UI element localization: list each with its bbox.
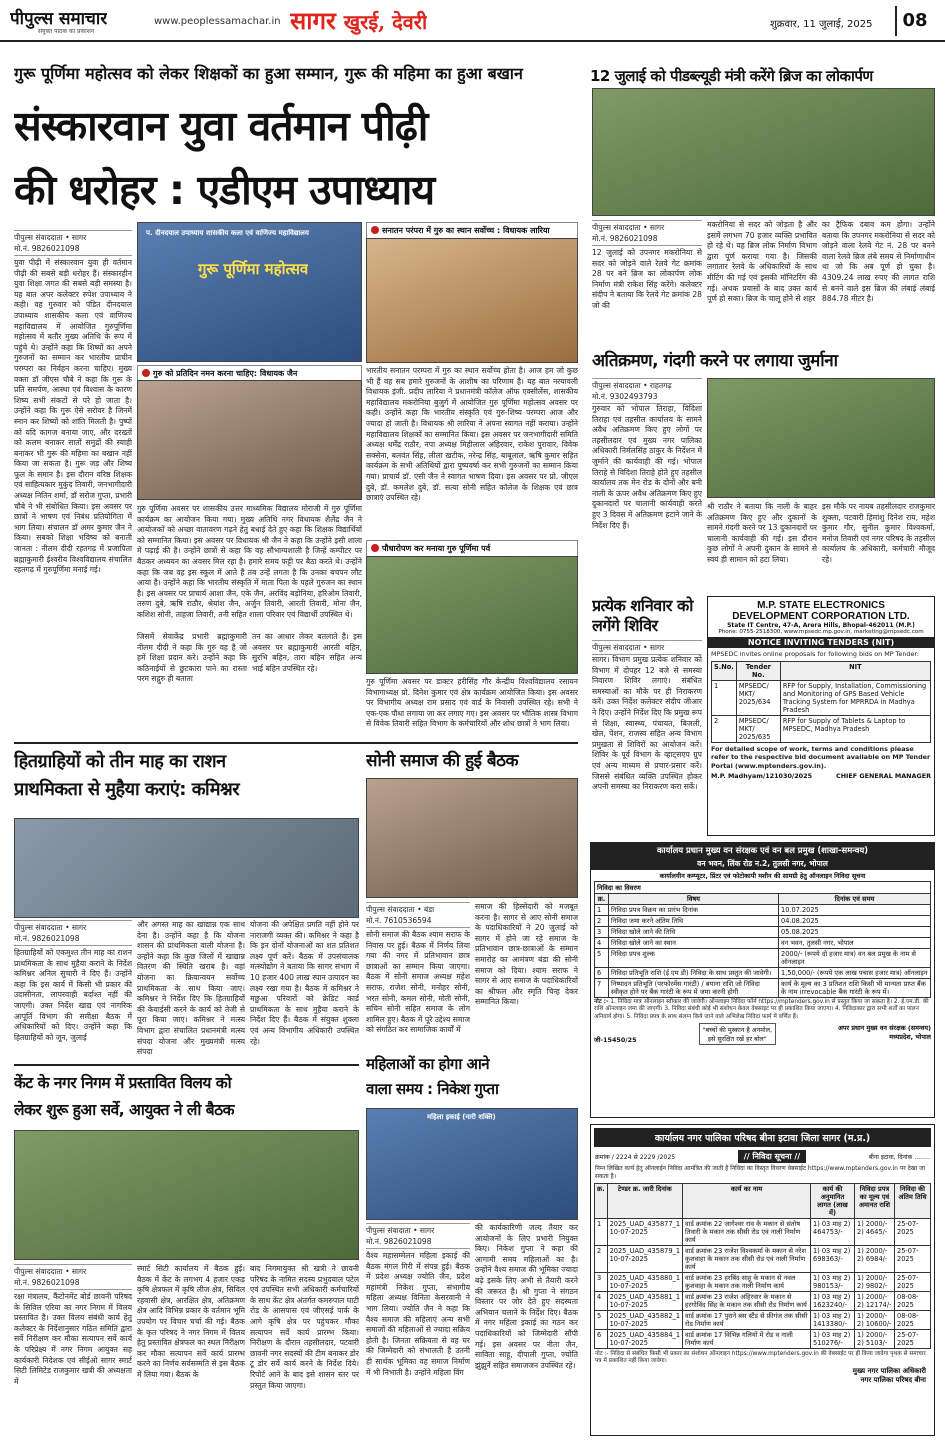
table-row: 3 2025_UAD_435880_1 10-07-2025 वार्ड क्रमांक 23 हरबिंद साहू के मकान से नवल कुशवाहा के मकान तक नाली निर्माण कार्य 1) 03 माह 2) 980153/- 1) 2000/- 2) 9802/- 25-07-2025 xyxy=(595,1272,931,1291)
mpsedc-footer: For detailed scope of work, terms and conditions please refer to the respective bid document available on MP Tender Portal (www.mptenders.gov.in). xyxy=(711,744,931,770)
bina-intro: निम्न लिखित कार्य हेतु ऑनलाईन निविदा आमंत्रित की जाती है निविदा का विस्तृत विवरण वेबसाईट https://www.mptenders.gov.in पर देखा जा सकता है। xyxy=(595,1165,926,1180)
table-row: 6 2025_UAD_435884_1 10-07-2025 वार्ड क्रमांक 17 विभिन्न गलियों में रोड व नाली निर्माण कार्य 1) 03 माह 2) 510276/- 1) 2000/- 2) 5103/- 25-07-2025 xyxy=(595,1329,931,1348)
mahila-photo-banner: महिला इकाई (नारी शक्ति) xyxy=(427,1113,496,1121)
forest-signoff xyxy=(591,1022,934,1046)
shivir-body: सागर। विभाग प्रमुख प्रत्येक शनिवार को विभाग में दोपहर 12 बजे से समस्या निवारण शिविर लगाएं। संबंधित समस्याओं का मौके पर ही निराकरण करें। उक्त निर्देश कलेक्टर संदीप जीआर ने दिए। उन्होंने निर्देश दिए कि प्रमुख रूप से शिक्षा, स्वास्थ्य, पंचायत, बिजली, खेल, पेंशन, राजस्व सहित अन्य विभाग प्रमुखता से शिविरों का आयोजन करें। शिविर के पूर्व विभाग के व्हाट्सएप ग्रुप एवं अन्य माध्यम से प्रचार-प्रसार करें। जिससे संबंधित व्यक्ति उपस्थित होकर अपनी समस्या का निराकरण करा सकें। xyxy=(592,655,702,792)
cantt-byline: पीपुल्स संवाददाता • सागर मो.नं. 9826021098 xyxy=(14,1264,132,1290)
plantation-caption: पौधारोपण कर मनाया गुरु पूर्णिमा पर्व xyxy=(366,540,578,557)
encroach-body-col3: इस मौके पर नायब तहसीलदार राजकुमार शुक्ला, पटवारी हिमांशु दिनेश राय, महेश कुमार गौर, सुनील कुमार विश्वकर्मा, मनोज तिवारी एवं नगर परिषद के तहसील कार्यालय के अधिकारी, कर्मचारी मौजूद रहे। xyxy=(822,502,935,564)
table-row: 5 निविदा प्रपत्र शुल्क 2000/- (रूपये दो हजार मात्र) वन बल प्रमुख के नाम से ऑनलाइन xyxy=(595,949,931,968)
soni-meeting-photo xyxy=(366,778,578,898)
lead-body-col2c: तन का आधार लेकर बतलाते है। इस अवसर पर ब्रह्माकुमारी आरती बहिन, सुरभि बहिन, तारा बहिन सहित अन्य भाई बहिन उपस्थित रहे। xyxy=(252,632,362,673)
lead-caption-vidhayak-jain: गुरु को प्रतिदिन नमन करना चाहिए: विधायक जैन xyxy=(137,365,362,382)
mahila-byline: पीपुल्स संवादाता • सागर मो.नं. 9826021098 xyxy=(366,1223,470,1249)
lead-photo-ceremony xyxy=(137,380,362,500)
forest-signatory: अपर प्रधान मुख्य वन संरक्षक (समन्वय) मध्यप्रदेश, भोपाल xyxy=(838,1024,931,1042)
vidhayak-lariya-photo xyxy=(366,238,578,363)
mpsedc-contact: Phone: 0755-2518300, www.mpsedc.mp.gov.in, marketing@mpsedc.com xyxy=(718,629,924,635)
ration-body-col3: योजना की अपेक्षित प्रगति नहीं होने पर नाराजगी व्यक्त की। कमिश्नर ने कहा है कि इन दोनों योजनाओं का शत प्रतिशत लक्ष्य पूर्ण करें। बैठक में उपसंचालक मत्स्योद्योग ने बताया कि सागर संभाग में 10 हजार 400 लाख स्पान उत्पादन का लक्ष्य रखा गया है। बैठक में कमिश्नर ने मछुआ परिवारों को क्रेडिट कार्ड प्राथमिकता के साथ मुहैया कराने के निर्देश दिए हैं। बैठक में संयुक्त शुक्ला एवं अन्य विभागीय अधिकारी उपस्थित रहे। xyxy=(250,920,359,1046)
mpsedc-nit-bar: NOTICE INVITING TENDERS (NIT) xyxy=(708,637,934,648)
vidhayak-lariya-body: भारतीय सनातन परम्परा में गुरु का स्थान सर्वोच्च होता है। आज हम जो कुछ भी हैं वह सब हमारे गुरुजनों के आशीष का परिणाम है। यह बात नरयावली विधायक इंजी. प्रदीप लारिया ने प्रधानमंत्री कॉलेज ऑफ एक्सीलेंस, शासकीय महाविद्यालय मकरोनिया बुजुर्ग में आयोजित गुरु पूर्णिमा महोत्सव अवसर पर कही। उन्होंने कहा कि भारतीय संस्कृति एवं गुरु-शिष्य परम्परा आज और ज्यादा हो जाती है। विधायक श्री लारिया ने अपना स्वागत नहीं कराया। उन्होंने महाविद्यालय शिक्षकों का सम्मानित किया। इस अवसर पर जनभागीदारी समिति अध्यक्ष धर्मेंद्र राठौर, नपा अध्यक्ष मिहीलाल अहिरवार, राकेश पुरावार, विवेक सक्सेना, बलवंत सिंह, लीला खटीक, नरेन्द्र सिंह, बाबूलाल, ऋषि कुमार सहित कार्यक्रम के सभी अतिथियों द्वारा पुष्पवर्षा कर सभी गुरुजनों का सम्मान किया गया। प्राचार्य डॉ. एसी जैन ने स्वागत भाषण दिया। इस अवसर पर प्रो. जीएल दुबे, डॉ. कमलेश दुबे, डॉ. सत्या सोनी सहित कॉलेज के शिक्षक एवं छात्र छात्राएं उपस्थित रहे। xyxy=(366,366,578,503)
encroach-byline: पीपुल्स संवाददाता • राहतगढ़ मो.नं. 9302493793 xyxy=(592,378,702,404)
ration-headline-line1: हितग्राहियों को तीन माह का राशन xyxy=(14,751,226,772)
table-row: 1 2025_UAD_435877_1 10-07-2025 वार्ड क्रमांक 22 जागेश्वर राव के मकान से संतोष तिवारी के मकान तक सीसी रोड एवं नाली निर्माण कार्य 1) 03 माह 2) 464753/- 1) 2000/- 2) 4645/- 25-07-2025 xyxy=(595,1218,931,1245)
photo-banner-text: प. दीनदयाल उपाध्याय शासकीय कला एवं वाणिज्य महाविद्यालय xyxy=(146,229,309,237)
table-row: 4 2025_UAD_435881_1 10-07-2025 वार्ड क्रमांक 23 राजेश अहिरवार के मकान से हरगोविंद सिंह के मकान तक सीसी रोड निर्माण कार्य 1) 03 माह 2) 1623240/- 1) 2000/- 2) 12174/- 08-08-2025 xyxy=(595,1291,931,1310)
forest-tender-ad xyxy=(590,842,935,1118)
bridge-body-col3: का ट्रैफिक दबाव कम होगा। उन्होंने बताया कि उपनगर मकरोनिया से सदर को जोड़ने वाला रेलवे गेट नं. 28 पर बनने वाला रेलवे ब्रिज लंबे समय से निर्माणाधीन था जो कि अब पूर्ण हो चुका है। 4309.24 लाख रुपए की लागत राशि से बनने वाले इस ब्रिज की लंबाई लंबाई 884.78 मीटर है। xyxy=(822,220,935,304)
forest-table-title: निविदा का विवरण xyxy=(594,881,931,893)
table-row: 2 निविदा जमा करने अंतिम तिथि 04.08.2025 xyxy=(595,916,931,927)
soni-headline: सोनी समाज की हुई बैठक xyxy=(366,751,519,771)
website-url: www.peoplessamachar.in xyxy=(154,16,281,27)
mpsedc-table-header: S.No. Tender No. NIT xyxy=(712,661,931,680)
bullet-icon xyxy=(371,544,379,552)
forest-title1: कार्यालय प्रधान मुख्य वन संरक्षक एवं वन बल प्रमुख (शाखा-समन्वय) xyxy=(591,843,934,858)
mahila-meeting-photo xyxy=(366,1108,578,1220)
shivir-headline: प्रत्येक शनिवार को लगेंगे शिविर xyxy=(592,596,693,635)
lead-photo-stage xyxy=(137,222,362,362)
mpsedc-title1: M.P. STATE ELECTRONICS xyxy=(757,600,885,611)
logo-tagline: संयुक्त पाठक का प्रकाशन xyxy=(38,28,95,35)
forest-table-header: क्र. विषय दिनांक एवं समय xyxy=(595,894,931,905)
soni-body-col2: समाज की हिस्सेदारी को मजबूत करना है। सागर से आए सोनी समाज के पदाधिकारियों ने 20 जुलाई को सागर में होने जा रहे समाज के प्रतिभावान छात्र-छात्राओं के सम्मान समारोह का आमंत्रण बंडा की सोनी समाज को दिया। श्याम सराफ ने सागर से आए समाज के पदाधिकारियों का श्रीफल और स्मृति चिन्ह देकर सम्मानित किया। xyxy=(475,902,578,1007)
shivir-byline: पीपुल्स संवाददाता • सागर xyxy=(592,640,702,655)
section-title: सागर खुरई, देवरी xyxy=(290,6,428,35)
bridge-byline: पीपुल्स संवाददाता • सागर मो.नं. 9826021098 xyxy=(592,220,702,246)
cantt-body-col3: बाद निगमायुक्त श्री खत्री ने छावनी परिषद के नामित सदस्य प्रभुदयाल पटेल एवं उपस्थित सभी अधिकारी कर्मचारियों के साथ केंट क्षेत्र अंतर्गत कमरुपाल घाटी रोड के आसपास एवं जीएसई पार्क के आगे कृषि क्षेत्र पर पहुंचकर मौका सत्यापन सर्वे कार्य प्रारम्भ किया। निरीक्षण के दौरान तहसीलदार, पटवारी छावनी नगर सदस्यों की टीम बनाकर डोर टू डोर सर्वे कार्य करने के निर्देश दिये। रिपोर्ट आने के बाद इसे शासन स्तर पर प्रस्तुत किया जाएगा। xyxy=(250,1264,359,1390)
bina-title: कार्यालय नगर पालिका परिषद बीना इटावा जिला सागर (म.प्र.) xyxy=(594,1128,931,1147)
divider xyxy=(14,742,578,744)
photo-banner-title: गुरू पूर्णिमा महोत्सव xyxy=(198,260,309,278)
mpsedc-title2: DEVELOPMENT CORPORATION LTD. xyxy=(732,611,910,622)
table-row: 7 निष्पादन प्रतिभूति (परफोरमेंस गारंटी) / बयाना राशि जो निविदा स्वीकृत होने पर बैंक गारंटी के रूप में जमा करनी होगी कार्य के मूल्य का 3 प्रतिशत राशि किसी भी मान्यता प्राप्त बैंक के नाम irrevocable बैंक गारंटी के रूप में। xyxy=(595,979,931,998)
newspaper-logo: पीपुल्स समाचार संयुक्त पाठक का प्रकाशन xyxy=(10,9,108,35)
section-subtitle: खुरई, देवरी xyxy=(343,10,428,34)
bina-nit-bar: // निविदा सूचना // xyxy=(738,1150,806,1163)
table-row: 5 2025_UAD_435882_1 10-07-2025 वार्ड क्रमांक 17 पुराने बस स्टैंड से फ्रीगंज तक सीसी रोड निर्माण कार्य 1) 03 माह 2) 1413380/- 1) 2000/- 2) 10600/- 08-08-2025 xyxy=(595,1310,931,1329)
table-row: 2 MPSEDC/ MKT/ 2025/635 RFP for Supply of Tablets & Laptop to MPSEDC, Madhya Pradesh xyxy=(712,715,931,742)
mahila-headline-line1: महिलाओं का होगा आने xyxy=(366,1055,490,1073)
forest-notes: नोट :- 1. निविदा मात्र ऑनलाइन स्वीकार की जावेगी। ऑनलाइन निविदा फॉर्म https://mptenders.gov.in से प्रस्तुत किया जा सकता है। 2. ई.एम.डी. की राशि ऑनलाइन जमा की जाएगी। 3. निविदा संबंधी कोई भी संशोधन केवल वेबसाइट पर ही प्रकाशित किया जाएगा। 4. निविदाकार द्वारा सभी शर्तों का पालन अनिवार्य होगा। 5. निविदा प्रपत्र के साथ संलग्न किये जाने वाले अभिलेख निविदा फार्म में वर्णित हैं। xyxy=(594,999,929,1020)
encroach-body-col2: श्री राठौर ने बताया कि नाली के बाहर अतिक्रमण किए हुए और दुकानों के सामने गंदगी करने पर 13 दुकानदारों पर चालानी कार्यवाही की गई। इस दौरान कुछ लोगों ने अपनी दुकान के सामने से स्वयं ही सामान को हटा लिया। xyxy=(707,502,817,564)
table-row: 3 निविदा खोले जाने की तिथि 05.08.2025 xyxy=(595,927,931,938)
cantt-headline-line2: लेकर शुरू हुआ सर्वे, आयुक्त ने ली बैठक xyxy=(14,1101,235,1119)
bridge-headline: 12 जुलाई को पीडब्ल्यूडी मंत्री करेंगे ब्रिज का लोकार्पण xyxy=(590,67,873,85)
mpsedc-tender-ad xyxy=(707,596,935,836)
issue-date: शुक्रवार, 11 जुलाई, 2025 xyxy=(770,19,873,30)
lead-body-col2b: जिसमें सेवाकेंद्र प्रभारी ब्रह्माकुमारी नीलम दीदी ने कहा कि गुरु वह है जो हमें शिक्षा प्रदान करे। उन्होंने कहा कि कठिनाईयों से छुटकारा पाने का रास्ता परम सद्गुरु ही बताता xyxy=(137,632,247,684)
bullet-icon xyxy=(142,369,150,377)
mahila-headline-line2: वाला समय : निकेश गुप्ता xyxy=(366,1080,499,1098)
ration-meeting-photo xyxy=(14,818,359,918)
table-row: 6 निविदा प्रतिभूति राशि (ई एम डी) निविदा के साथ प्रस्तुत की जावेगी। 1,50,000/- (रूपये एक लाख पचास हजार मात्र) ऑनलाइन xyxy=(595,968,931,979)
lead-headline-line1: संस्कारवान युवा वर्तमान पीढ़ी xyxy=(14,102,428,150)
plantation-body: गुरु पूर्णिमा अवसर पर डाक्टर हरीसिंह गौर केन्द्रीय विश्वविद्यालय रसायन विभागाध्यक्ष प्रो. दिनेश कुमार एवं क्षेत्र कार्यक्रम आयोजित किया। इस अवसर पर विभागीय अध्यक्ष राम प्रसाद एवं वार्ड के निवासी उपस्थित रहे। सभी ने एक-एक पौधा लगाया जा कर लगाए गए। इस अवसर पर भौतिक शास्त्र विभाग से विवेक तिवारी सहित विभाग के कर्मचारियों और शोध छात्रों ने भाग लिया। xyxy=(366,677,578,729)
bina-signatory: मुख्य नगर पालिका अधिकारी नगर पालिका परिषद बीना xyxy=(852,1367,926,1385)
mpsedc-intro: MPSEDC invites online proposals for following bids on MP Tender: xyxy=(711,650,920,658)
table-row: 4 निविदा खोले जाने का स्थान वन भवन, तुलसी नगर, भोपाल xyxy=(595,938,931,949)
forest-table xyxy=(594,893,931,998)
encroach-body-col1: गुरुवार को भोपाल तिराहा, विदिशा तिराहा एवं तहसील कार्यालय के सामने अवैध अतिक्रमण किए हुए लोगों पर तहसीलदार एवं मुख्य नगर पालिका अधिकारी निर्मलसिंह ठाकुर के निर्देशन में जुर्माने की कार्यवाही की गई। भोपाल तिराहे से विदिशा तिराहे होते हुए तहसील कार्यालय तक मेन रोड के दोनों और बनी नाली के ऊपर अवैध अतिक्रमण किए हुए दुकानदारों पर चालानी कार्यवाही करते हुए 3 दिवस में अतिक्रमण हटाने जाने के निर्देश दिए हैं। xyxy=(592,404,702,530)
soni-byline: पीपुल्स संवाददाता • बंडा मो.नं. 7610536594 xyxy=(366,902,470,928)
mpsedc-table xyxy=(711,661,931,743)
ration-body-col1: हितग्राहियों को एकमुश्त तीन माह का राशन प्राथमिकता के साथ मुहैया कराने के निर्देश कमिश्नर अनिल सुचारी ने दिए हैं। उन्होंने कहा कि इस कार्य में किसी भी प्रकार की उदासीनता, लापरवाही बर्दाश्त नहीं की जाएगी। उक्त निर्देश खाद्य एवं नागरिक आपूर्ति विभाग की समीक्षा बैठक में अधिकारियों को दिए। उन्होंने कहा कि हितग्राहियों को जून, जुलाई xyxy=(14,948,132,1042)
encroach-photo xyxy=(707,378,935,498)
mahila-body-col2: की कार्यकारिणी जल्द तैयार कर आयोजनों के लिए प्रभारी नियुक्त किए। निकेश गुप्ता ने कहा की आगामी समय महिलाओं का है। उन्होंने वैश्य समाज की भूमिका ज्यादा बढ़े इसके लिए अभी से तैयारी करने की जरूरत है। श्री गुप्ता ने संगठन विस्तार पर जोर देते हुए सदस्यता अभियान चलाने के निर्देश दिए। बैठक में नगर महिला इकाई का गठन कर पदाधिकारियों को जिम्मेदारी सौंपी गई। इस अवसर पर नीता जैन, साविता साहू, दीपाली गुप्ता, ज्योति झुंझुनें सहित समाजजन उपस्थित रहे। xyxy=(475,1223,578,1370)
bina-table xyxy=(594,1183,931,1349)
bridge-aerial-photo xyxy=(592,88,935,216)
cantt-body-col2: स्मार्ट सिटी कार्यालय में बैठक हुई। बैठक में केंट के लगभग 4 हजार एकड़ कृषि क्षेत्रफल में कृषि लीज क्षेत्र, सिविल रहवासी क्षेत्र, आरक्षित क्षेत्र, अतिक्रमण क्षेत्र आदि विभिन्न प्रकार के वर्तमान भूमि उपयोग पर विचार चर्चा की गई। बैठक के कृत परिषद ने नगर निगम में विलय हेतु प्रस्तावित क्षेत्रफल का स्थल निरीक्षण कर मौका सत्यापन सर्वे कार्य प्रारम्भ करने का निर्णय सर्वसम्मति से इस बैठक में लिया गया। बैठक के xyxy=(137,1264,245,1379)
cantt-body-col1: रक्षा मंत्रालय, कैंटोनमेंट बोर्ड छावनी परिषद के सिविल एरिया का नगर निगम में विलय प्रस्तावित है। उक्त विलय संबंधी कार्य हेतु कलेक्टर के निर्देशानुसार गठित समिति द्वारा सर्वे निरीक्षण कर मौका सत्यापन सर्वे कार्य के परिप्रेक्ष्य में नगर निगम आयुक्त सह कार्यकारी निदेशक एवं सीईओ सागर स्मार्ट सिटी लिमिटेड राजकुमार खत्री की अध्यक्षता में xyxy=(14,1292,132,1386)
mpsedc-signoff: M.P. Madhyam/121030/2025 CHIEF GENERAL MANAGER xyxy=(711,772,931,781)
bullet-icon xyxy=(371,226,379,234)
bridge-body-col2: मकरोनिया से सदर को जोड़ता है और इसमें लगभग 70 हजार व्यक्ति प्रभावित हो रहे थे। यह ब्रिज लोक निर्माण विभाग द्वारा पूर्ण कराया गया है। जिसकी लगातार रेलवे के अधिकारियों के साथ मीटिंग की गई एवं इसकी मॉनिटरिंग की गई। अथक प्रयासों के बाद उक्त कार्य पूर्ण हो सका। ब्रिज के चालू होने से शहर xyxy=(707,220,817,304)
bina-ref-line: क्रमांक / 2224 से 2229 /2025 // निविदा सूचना // बीना इटावा, दिनांक ........ xyxy=(595,1152,930,1161)
page-number: 08 xyxy=(895,6,933,36)
lead-kicker: गुरू पूर्णिमा महोत्सव को लेकर शिक्षकों का हुआ सम्मान, गुरू की महिमा का हुआ बखान xyxy=(14,64,523,83)
ration-byline: पीपुल्स संवाददाता • सागर मो.नं. 9826021098 xyxy=(14,920,132,946)
lead-headline-line2: की धरोहर : एडीएम उपाध्याय xyxy=(14,166,435,214)
plantation-photo xyxy=(366,556,578,674)
ration-body-col2: और अगस्त माह का खाद्यान्न एक साथ देना है। उन्होंने कहा है कि योजना शासन की प्राथमिकता वाली योजना है। उन्होंने कहा कि कुछ जिलों में खाद्यान्न वितरण की स्थिति खराब है। वहां योजना का क्रियान्वयन सर्वोच्च प्राथमिकता के साथ किया जाए। कमिश्नर ने निर्देश दिए कि हितग्राहियों की केवाईसी करने के कार्य को तेजी से पूरा किया जाए। कमिश्नर ने मत्स्य विभाग द्वारा संचालित प्रधानमंत्री मत्स्य संपदा योजना और मुख्यमंत्री मत्स्य संपदा xyxy=(137,920,245,1057)
table-row: 2 2025_UAD_435879_1 10-07-2025 वार्ड क्रमांक 23 राजेश विश्वकर्मा के मकान से नरेश कुशवाहा के मकान तक सीसी रोड एवं नाली निर्माण कार्य 1) 03 माह 2) 698363/- 1) 2000/- 2) 6984/- 25-07-2025 xyxy=(595,1245,931,1272)
bina-note: नोट :- निविदा से संबंधित किसी भी प्रकार का संशोधन ऑनलाइन https://www.mptenders.gov.in की वेबसाईट पर ही किया जावेगा पृथक से समाचार पत्र में प्रकाशित नहीं किया जावेगा। xyxy=(595,1350,926,1364)
table-row: 1 MPSEDC/ MKT/ 2025/634 RFP for Supply, Installation, Commissioning and Monitoring of GPS Based Vehicle Tracking System for MPRRDA in Madhya Pradesh xyxy=(712,680,931,715)
forest-slogan: "बच्चों की मुस्कान है अनमोल, इसे सुरक्षित रखें हर बोल" xyxy=(699,1023,776,1045)
soni-body-col1: सोनी समाज की बैठक श्याम सराफ के निवास पर हुई। बैठक में निर्णय लिया गया की नगर में प्रतिभावान छात्र छात्राओं का सम्मान किया जाएगा। बैठक में सोनी समाज अध्यक्ष महेश सराफ, राजेश सोनी, मनोहर सोनी, भरत सोनी, कमल सोनी, मोती सोनी, सचिन सोनी सहित समाज के लोग शामिल हुए। बैठक में पूरे उद्देश्य समाज को संगठित कर सामाजिक कार्यों में xyxy=(366,930,470,1035)
page-header xyxy=(0,0,945,42)
bina-table-header: क्र. टेण्डर क्र. जारी दिनांक कार्य का नाम कार्य की अनुमानित लागत (लाख में) निविदा प्रपत्र का मूल्य एवं अमानत राशि निविदा की अंतिम तिथि xyxy=(595,1183,931,1218)
table-row: 1 निविदा प्रपत्र विक्रय का प्रारंभ दिनांक 10.07.2025 xyxy=(595,905,931,916)
divider xyxy=(14,1064,359,1066)
lead-body-col2: गुरु पूर्णिमा अवसर पर शासकीय उत्तर माध्यमिक विद्यालय मोराजी में गुरु पूर्णिमा कार्यक्रम का आयोजन किया गया। मुख्य अतिथि नगर विधायक शैलेंद्र जैन ने आयोजकों को अच्छा वातावरण गढ़ने हेतु बधाई देते हुए कहा कि शिक्षक विद्यार्थियों को सम्मानित किया। इस अवसर पर विधायक श्री जैन ने कहा कि उन्होंने इसी शाला में पढ़ाई की है। उन्होंने छात्रों से कहा कि वह सौभाग्यशाली है जिन्हें कम्पीटर पर बैठकर अध्ययन का अवसर मिल रहा है। हमारे समय फट्टी पर बैठा करते थे। उन्होंने कहा कि जब वह इस स्कूल में आते हैं तब उन्हें लगता है कि उनका बचपन लौट आया है। उन्होंने कहा कि भारतीय संस्कृति में माता पिता के पहले गुरुजन का स्थान है। इस अवसर पर प्राचार्य आशा जैन, एके जैन, अरविंद बड़ोनिया, हरिओम तिवारी, तरुण दुबे, ऋषि राठौर, श्रेयांश जैन, अर्जुन तिवारी, आरती तिवारी, मोना जैन, कशिश सोनी, ताहजा तिवारी, तनी सहित शाला परिवार एवं विद्यार्थी उपस्थित थे। xyxy=(137,504,362,619)
mpsedc-address: State IT Centre, 47-A, Arera Hills, Bhopal-462011 (M.P.) xyxy=(727,622,915,629)
bina-tender-ad xyxy=(590,1124,935,1436)
forest-subtitle: कार्यालयीन कम्प्यूटर, प्रिंटर एवं फोटोकापी मशीन की सामग्री हेतु ऑनलाइन निविदा सूचना xyxy=(659,872,866,880)
lead-byline: पीपुल्स संवाददाता • सागर मो.नं. 9826021098 xyxy=(14,230,132,256)
mahila-body-col1: वैश्य महासम्मेलन महिला इकाई की बैठक मंगल गिरी में संपन्न हुई। बैठक में प्रदेश अध्यक्ष ज्योति जैन, प्रदेश महामंत्री निकेश गुप्ता, संभागीय महिला अध्यक्ष विनिता केसरवानी ने भाग लिया। ज्योति जैन ने कहा कि वैश्य समाज की महिलाएं अन्य सभी समाजों की महिलाओं से ज्यादा सक्रिय होती है। जिनता सक्रियता से वह घर की जिम्मेदारी को संभालती है उतनी ही सार्थक भूमिका वह समाज निर्माण में भी निभाती है। उन्होंने महिला विंग xyxy=(366,1251,470,1377)
lead-body-col1: युवा पीढ़ी में संस्कारवान युवा ही वर्तमान पीढ़ी की सबसे बड़ी धरोहर हैं। संस्कारहीन युवा शिक्षा जगत की सबसे बड़ी समस्या है। यह बात अपर कलेक्टर रुपेश उपाध्याय ने कही। वह गुरुवार को पंडित दीनदयाल उपाध्याय शासकीय कला एवं वाणिज्य महाविद्यालय में आयोजित गुरुपूर्णिमा महोत्सव में बतौर मुख्य अतिथि के रूप में पहुंचे थे। उन्होंने कहा कि शिष्यों का अपने गुरुजनों का सम्मान कर भारतीय प्राचीन परम्परा का निर्वहन करना चाहिए। मुख्य वक्ता डॉ जीएस चौबे ने कहा कि गुरू के प्रति समर्पण, आस्था एवं विश्वास के कारण शिष्य सभी संकटों से परे हो जाता है। उन्होंने कहा कि गुरू ऐसे सरोवर है जिनमें स्नान कर शिष्यों को शांति मिलती है। पुष्पों को यदि कागज बनाया जाए, और दरख्तों को कलम बनाकर सातों समुद्रों की स्याही बनाकर भी गुरू की महिमा का बखान नहीं किया जा सकता है। गुरू जड़ और शिष्य फूल के समान है। इस दौरान वरिष्ठ शिक्षक एवं साहित्यकार मुकुंद तिवारी, जनभागीदारी अध्यक्ष नितिन शर्मा, डॉ सरोज गुप्ता, प्रभारी चौबे ने भी संबोधित किया। इस अवसर पर छात्रों ने भाषण एवं निबंध प्रतियोगिता में भाग लिया। संचालन डॉ अमर कुमार जैन ने किया। सबको शिक्षा भविष्य को बनाती जानता : नीलम दीदी रहतगढ़ में प्रजापिता ब्रह्माकुमारी ईश्वरीय विश्वविद्यालय संचालित रहतगढ़ में गुरुपूर्णिमा मनाई गई। xyxy=(14,258,132,575)
encroach-headline: अतिक्रमण, गंदगी करने पर लगाया जुर्माना xyxy=(592,351,838,371)
ration-headline-line2: प्राथमिकता से मुहैया कराएं: कमिश्नर xyxy=(14,779,240,800)
bridge-body-col1: 12 जुलाई को उपनगर मकरोनिया से सदर को जोड़ने वाले रेलवे गेट क्रमांक 28 पर बने ब्रिज का लोकार्पण लोक निर्माण मंत्री राकेश सिंह करेंगे। कलेक्टर संदीप ने बताया कि रेलवे गेट क्रमांक 28 जो की xyxy=(592,248,702,310)
cantt-headline-line1: केंट के नगर निगम में प्रस्तावित विलय को xyxy=(14,1074,232,1092)
forest-ref: जी-15450/25 xyxy=(594,1036,637,1045)
vidhayak-lariya-caption: सनातन परंपरा में गुरु का स्थान सर्वोच्च : विधायक लारिया xyxy=(366,222,578,239)
cantt-survey-photo xyxy=(14,1130,359,1260)
forest-title2: वन भवन, लिंक रोड न.2, तुलसी नगर, भोपाल xyxy=(591,858,934,870)
